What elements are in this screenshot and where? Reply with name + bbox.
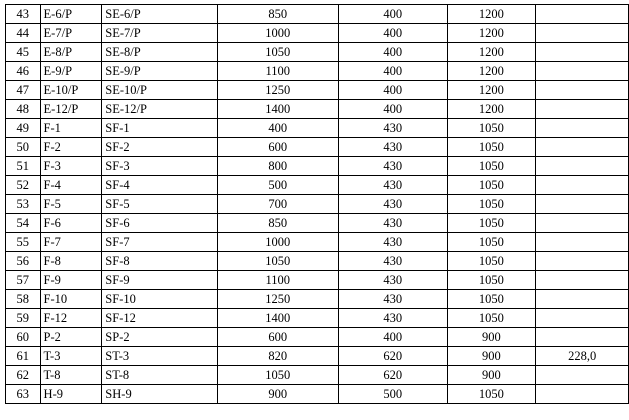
width-cell: 850 <box>217 5 338 24</box>
code-cell: E-10/P <box>40 81 102 100</box>
code-cell: F-9 <box>40 271 102 290</box>
depth-cell: 400 <box>338 81 447 100</box>
code-cell: F-8 <box>40 252 102 271</box>
depth-cell: 430 <box>338 138 447 157</box>
extra-value-cell <box>536 5 629 24</box>
row-number-cell: 44 <box>6 24 41 43</box>
code-cell: F-1 <box>40 119 102 138</box>
table-row <box>6 366 629 385</box>
code-cell: F-4 <box>40 176 102 195</box>
table-row <box>6 62 629 81</box>
series-code-cell: SF-6 <box>102 214 217 233</box>
extra-value-cell <box>536 366 629 385</box>
table-row <box>6 119 629 138</box>
row-number-cell: 49 <box>6 119 41 138</box>
depth-cell: 430 <box>338 290 447 309</box>
width-cell: 1400 <box>217 309 338 328</box>
height-cell: 1200 <box>447 100 536 119</box>
depth-cell: 430 <box>338 309 447 328</box>
row-number-cell: 59 <box>6 309 41 328</box>
row-number-cell: 60 <box>6 328 41 347</box>
width-cell: 1000 <box>217 24 338 43</box>
extra-value-cell <box>536 252 629 271</box>
code-cell: E-6/P <box>40 5 102 24</box>
height-cell: 1050 <box>447 176 536 195</box>
row-number-cell: 54 <box>6 214 41 233</box>
data-table <box>5 4 629 404</box>
code-cell: F-10 <box>40 290 102 309</box>
width-cell: 800 <box>217 157 338 176</box>
row-number-cell: 47 <box>6 81 41 100</box>
extra-value-cell <box>536 100 629 119</box>
series-code-cell: SF-5 <box>102 195 217 214</box>
table-row <box>6 195 629 214</box>
width-cell: 900 <box>217 385 338 404</box>
extra-value-cell <box>536 290 629 309</box>
series-code-cell: SF-12 <box>102 309 217 328</box>
width-cell: 1050 <box>217 252 338 271</box>
extra-value-cell <box>536 309 629 328</box>
height-cell: 1050 <box>447 233 536 252</box>
width-cell: 1100 <box>217 62 338 81</box>
series-code-cell: SF-9 <box>102 271 217 290</box>
series-code-cell: SE-7/P <box>102 24 217 43</box>
width-cell: 1400 <box>217 100 338 119</box>
code-cell: P-2 <box>40 328 102 347</box>
width-cell: 1100 <box>217 271 338 290</box>
row-number-cell: 53 <box>6 195 41 214</box>
extra-value-cell <box>536 43 629 62</box>
series-code-cell: SE-6/P <box>102 5 217 24</box>
row-number-cell: 55 <box>6 233 41 252</box>
width-cell: 1050 <box>217 43 338 62</box>
extra-value-cell <box>536 62 629 81</box>
height-cell: 1050 <box>447 195 536 214</box>
series-code-cell: SF-10 <box>102 290 217 309</box>
depth-cell: 430 <box>338 271 447 290</box>
depth-cell: 430 <box>338 176 447 195</box>
code-cell: T-8 <box>40 366 102 385</box>
code-cell: F-6 <box>40 214 102 233</box>
extra-value-cell <box>536 81 629 100</box>
extra-value-cell <box>536 138 629 157</box>
series-code-cell: SE-12/P <box>102 100 217 119</box>
extra-value-cell <box>536 214 629 233</box>
table-row <box>6 271 629 290</box>
depth-cell: 400 <box>338 24 447 43</box>
depth-cell: 400 <box>338 328 447 347</box>
extra-value-cell <box>536 385 629 404</box>
table-row <box>6 24 629 43</box>
extra-value-cell <box>536 271 629 290</box>
width-cell: 600 <box>217 328 338 347</box>
depth-cell: 400 <box>338 62 447 81</box>
extra-value-cell <box>536 24 629 43</box>
series-code-cell: ST-3 <box>102 347 217 366</box>
height-cell: 1050 <box>447 214 536 233</box>
height-cell: 1050 <box>447 119 536 138</box>
table-row <box>6 43 629 62</box>
table-row <box>6 157 629 176</box>
series-code-cell: SE-9/P <box>102 62 217 81</box>
code-cell: F-7 <box>40 233 102 252</box>
table-row <box>6 309 629 328</box>
code-cell: E-8/P <box>40 43 102 62</box>
series-code-cell: SE-8/P <box>102 43 217 62</box>
depth-cell: 400 <box>338 100 447 119</box>
depth-cell: 430 <box>338 195 447 214</box>
table-row <box>6 100 629 119</box>
row-number-cell: 45 <box>6 43 41 62</box>
height-cell: 1200 <box>447 62 536 81</box>
series-code-cell: SF-3 <box>102 157 217 176</box>
depth-cell: 430 <box>338 157 447 176</box>
series-code-cell: SF-4 <box>102 176 217 195</box>
height-cell: 1050 <box>447 385 536 404</box>
series-code-cell: SF-2 <box>102 138 217 157</box>
row-number-cell: 63 <box>6 385 41 404</box>
table-row <box>6 214 629 233</box>
depth-cell: 400 <box>338 43 447 62</box>
height-cell: 1200 <box>447 43 536 62</box>
row-number-cell: 56 <box>6 252 41 271</box>
row-number-cell: 52 <box>6 176 41 195</box>
row-number-cell: 51 <box>6 157 41 176</box>
table-row <box>6 176 629 195</box>
table-row <box>6 233 629 252</box>
width-cell: 700 <box>217 195 338 214</box>
extra-value-cell <box>536 119 629 138</box>
table-row <box>6 290 629 309</box>
width-cell: 1250 <box>217 290 338 309</box>
depth-cell: 620 <box>338 366 447 385</box>
code-cell: F-3 <box>40 157 102 176</box>
height-cell: 1050 <box>447 157 536 176</box>
width-cell: 500 <box>217 176 338 195</box>
table-body <box>6 5 629 404</box>
depth-cell: 500 <box>338 385 447 404</box>
code-cell: F-5 <box>40 195 102 214</box>
row-number-cell: 43 <box>6 5 41 24</box>
code-cell: F-12 <box>40 309 102 328</box>
depth-cell: 430 <box>338 233 447 252</box>
extra-value-cell <box>536 176 629 195</box>
height-cell: 900 <box>447 366 536 385</box>
height-cell: 1050 <box>447 138 536 157</box>
height-cell: 1050 <box>447 271 536 290</box>
width-cell: 400 <box>217 119 338 138</box>
series-code-cell: SF-1 <box>102 119 217 138</box>
height-cell: 1200 <box>447 5 536 24</box>
series-code-cell: SE-10/P <box>102 81 217 100</box>
height-cell: 1200 <box>447 24 536 43</box>
code-cell: E-12/P <box>40 100 102 119</box>
width-cell: 1000 <box>217 233 338 252</box>
depth-cell: 430 <box>338 252 447 271</box>
width-cell: 600 <box>217 138 338 157</box>
width-cell: 820 <box>217 347 338 366</box>
table-row <box>6 328 629 347</box>
row-number-cell: 61 <box>6 347 41 366</box>
height-cell: 1050 <box>447 290 536 309</box>
depth-cell: 620 <box>338 347 447 366</box>
row-number-cell: 62 <box>6 366 41 385</box>
series-code-cell: ST-8 <box>102 366 217 385</box>
depth-cell: 430 <box>338 119 447 138</box>
extra-value-cell <box>536 157 629 176</box>
row-number-cell: 50 <box>6 138 41 157</box>
extra-value-cell <box>536 328 629 347</box>
code-cell: E-9/P <box>40 62 102 81</box>
table-row <box>6 385 629 404</box>
series-code-cell: SP-2 <box>102 328 217 347</box>
height-cell: 900 <box>447 347 536 366</box>
table-row <box>6 138 629 157</box>
extra-value-cell <box>536 195 629 214</box>
height-cell: 1200 <box>447 81 536 100</box>
series-code-cell: SH-9 <box>102 385 217 404</box>
extra-value-cell: 228,0 <box>536 347 629 366</box>
series-code-cell: SF-7 <box>102 233 217 252</box>
depth-cell: 400 <box>338 5 447 24</box>
row-number-cell: 46 <box>6 62 41 81</box>
width-cell: 1250 <box>217 81 338 100</box>
height-cell: 1050 <box>447 252 536 271</box>
table-row <box>6 252 629 271</box>
row-number-cell: 48 <box>6 100 41 119</box>
row-number-cell: 58 <box>6 290 41 309</box>
code-cell: F-2 <box>40 138 102 157</box>
depth-cell: 430 <box>338 214 447 233</box>
code-cell: T-3 <box>40 347 102 366</box>
row-number-cell: 57 <box>6 271 41 290</box>
table-row <box>6 347 629 366</box>
code-cell: E-7/P <box>40 24 102 43</box>
series-code-cell: SF-8 <box>102 252 217 271</box>
height-cell: 1050 <box>447 309 536 328</box>
extra-value-cell <box>536 233 629 252</box>
width-cell: 1050 <box>217 366 338 385</box>
table-row <box>6 5 629 24</box>
table-row <box>6 81 629 100</box>
height-cell: 900 <box>447 328 536 347</box>
width-cell: 850 <box>217 214 338 233</box>
code-cell: H-9 <box>40 385 102 404</box>
